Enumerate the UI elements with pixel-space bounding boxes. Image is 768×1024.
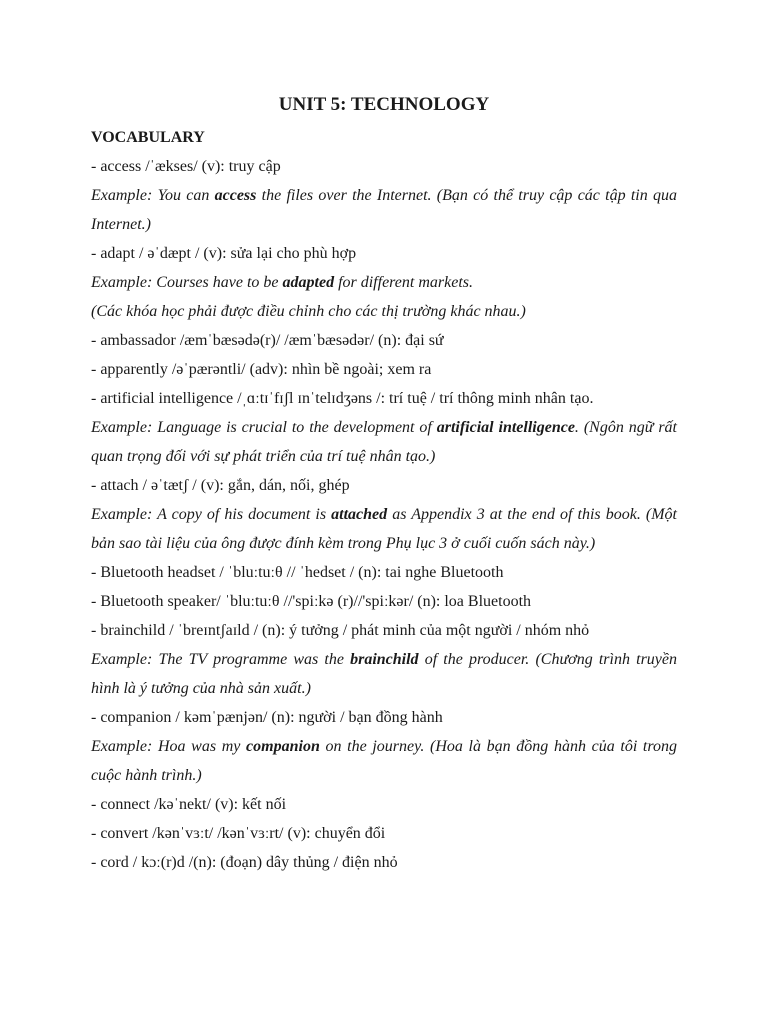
vocab-entry-connect: - connect /kəˈnekt/ (v): kết nối	[91, 796, 287, 813]
vocab-entry-cord: - cord / kɔː(r)d /(n): (đoạn) dây thủng / điện nhỏ	[91, 854, 398, 871]
vocab-entry-companion: - companion / kəmˈpænjən/ (n): người / bạn đồng hành	[91, 709, 443, 726]
section-heading: VOCABULARY	[91, 129, 205, 146]
example-adapt-translation: (Các khóa học phải được điều chỉnh cho các thị trường khác nhau.)	[91, 303, 526, 320]
vocab-entry-apparently: - apparently /əˈpærəntli/ (adv): nhìn bề ngoài; xem ra	[91, 361, 432, 378]
document-page	[91, 90, 677, 877]
example-artificial-intelligence: Example: Language is crucial to the development of artificial intelligence. (Ngôn ngữ rất quan trọng đối với sự phát triển của trí tuệ nhân tạo.)	[91, 419, 677, 465]
vocab-entry-bluetooth-headset: - Bluetooth headset / ˈbluːtuːθ // ˈhedset / (n): tai nghe Bluetooth	[91, 564, 504, 581]
example-attach: Example: A copy of his document is attached as Appendix 3 at the end of this book. (Một bản sao tài liệu của ông được đính kèm trong Phụ lục 3 ở cuối cuốn sách này.)	[91, 506, 677, 552]
example-adapt: Example: Courses have to be adapted for different markets.	[91, 274, 474, 291]
vocab-entry-brainchild: - brainchild / ˈbreɪntʃaɪld / (n): ý tưởng / phát minh của một người / nhóm nhỏ	[91, 622, 590, 639]
page-title: UNIT 5: TECHNOLOGY	[278, 94, 490, 115]
vocab-entry-artificial-intelligence: - artificial intelligence /ˌɑːtɪˈfɪʃl ɪnˈtelɪdʒəns /: trí tuệ / trí thông minh nhân tạo.	[91, 390, 594, 407]
vocab-entry-attach: - attach / əˈtætʃ / (v): gắn, dán, nối, ghép	[91, 477, 350, 494]
vocab-entry-adapt: - adapt / əˈdæpt / (v): sửa lại cho phù hợp	[91, 245, 357, 262]
vocab-entry-access: - access /ˈækses/ (v): truy cập	[91, 158, 281, 175]
vocab-entry-ambassador: - ambassador /æmˈbæsədə(r)/ /æmˈbæsədər/ (n): đại sứ	[91, 332, 444, 349]
vocab-entry-convert: - convert /kənˈvɜːt/ /kənˈvɜːrt/ (v): chuyển đổi	[91, 825, 386, 842]
example-brainchild: Example: The TV programme was the brainchild of the producer. (Chương trình truyền hình là ý tưởng của nhà sản xuất.)	[91, 651, 677, 697]
vocab-entry-bluetooth-speaker: - Bluetooth speaker/ ˈbluːtuːθ //'spiːkə (r)//'spiːkər/ (n): loa Bluetooth	[91, 593, 532, 610]
example-access: Example: You can access the files over the Internet. (Bạn có thể truy cập các tập tin qua Internet.)	[91, 187, 678, 233]
example-companion: Example: Hoa was my companion on the journey. (Hoa là bạn đồng hành của tôi trong cuộc hành trình.)	[91, 738, 677, 784]
